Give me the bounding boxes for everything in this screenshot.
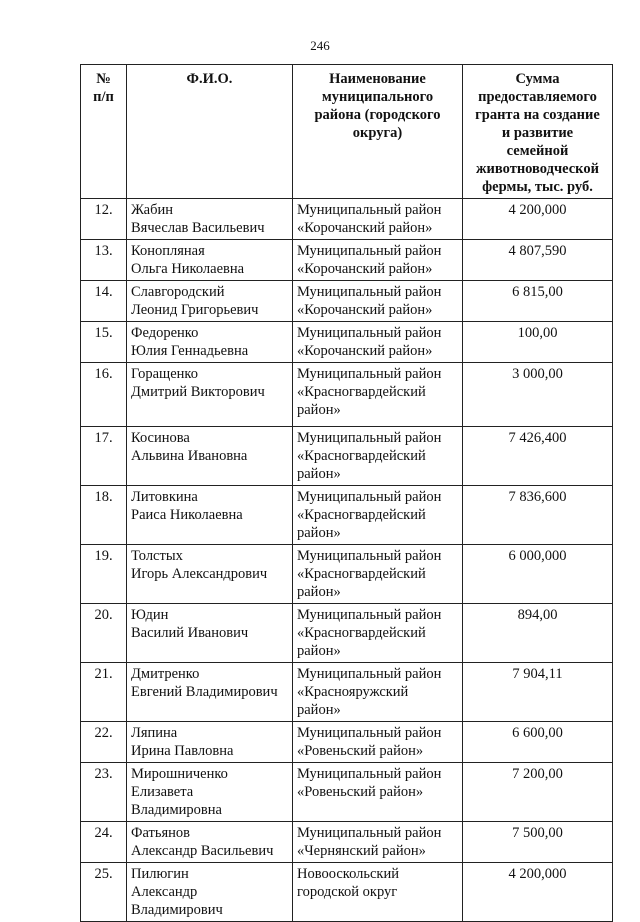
row-district: Муниципальный район «Корочанский район» <box>293 281 463 322</box>
table-row <box>81 863 613 922</box>
table-row <box>81 486 613 545</box>
row-amount: 7 426,400 <box>463 427 613 486</box>
row-number: 19. <box>81 545 127 604</box>
row-amount: 6 000,000 <box>463 545 613 604</box>
table-row <box>81 663 613 722</box>
row-amount: 7 836,600 <box>463 486 613 545</box>
row-number: 22. <box>81 722 127 763</box>
row-fio: Косинова Альвина Ивановна <box>127 427 293 486</box>
row-number: 14. <box>81 281 127 322</box>
header-row <box>81 65 613 199</box>
row-amount: 894,00 <box>463 604 613 663</box>
table-row <box>81 199 613 240</box>
row-district: Муниципальный район «Корочанский район» <box>293 199 463 240</box>
row-number: 20. <box>81 604 127 663</box>
row-district: Муниципальный район «Красногвардейский район» <box>293 545 463 604</box>
row-fio: Дмитренко Евгений Владимирович <box>127 663 293 722</box>
row-fio: Мирошниченко Елизавета Владимировна <box>127 763 293 822</box>
row-amount: 7 904,11 <box>463 663 613 722</box>
row-number: 21. <box>81 663 127 722</box>
table-row <box>81 604 613 663</box>
row-number: 25. <box>81 863 127 922</box>
page-number: 246 <box>310 38 330 53</box>
row-district: Муниципальный район «Корочанский район» <box>293 240 463 281</box>
table-row <box>81 427 613 486</box>
row-fio: Ляпина Ирина Павловна <box>127 722 293 763</box>
row-district: Муниципальный район «Красногвардейский район» <box>293 486 463 545</box>
grant-table <box>80 64 613 922</box>
row-amount: 6 600,00 <box>463 722 613 763</box>
row-district: Муниципальный район «Красногвардейский район» <box>293 363 463 427</box>
row-district: Муниципальный район «Ровеньский район» <box>293 722 463 763</box>
table-row <box>81 763 613 822</box>
row-number: 15. <box>81 322 127 363</box>
header-num: № п/п <box>81 65 127 199</box>
row-number: 18. <box>81 486 127 545</box>
row-fio: Жабин Вячеслав Васильевич <box>127 199 293 240</box>
row-fio: Толстых Игорь Александрович <box>127 545 293 604</box>
table-body <box>81 199 613 922</box>
row-fio: Литовкина Раиса Николаевна <box>127 486 293 545</box>
table-row <box>81 363 613 427</box>
row-amount: 6 815,00 <box>463 281 613 322</box>
table-row <box>81 722 613 763</box>
table-row <box>81 322 613 363</box>
table-row <box>81 545 613 604</box>
row-number: 12. <box>81 199 127 240</box>
header-amount: Сумма предоставляемого гранта на создание и развитие семейной животноводческой фермы, тыс. руб. <box>463 65 613 199</box>
row-number: 23. <box>81 763 127 822</box>
row-district: Муниципальный район «Краснояружский район» <box>293 663 463 722</box>
row-amount: 4 807,590 <box>463 240 613 281</box>
row-district: Муниципальный район «Красногвардейский район» <box>293 604 463 663</box>
table-row <box>81 240 613 281</box>
row-amount: 100,00 <box>463 322 613 363</box>
row-fio: Юдин Василий Иванович <box>127 604 293 663</box>
row-fio: Конопляная Ольга Николаевна <box>127 240 293 281</box>
row-fio: Фатьянов Александр Васильевич <box>127 822 293 863</box>
table-row <box>81 281 613 322</box>
row-number: 13. <box>81 240 127 281</box>
row-district: Муниципальный район «Ровеньский район» <box>293 763 463 822</box>
row-district: Муниципальный район «Чернянский район» <box>293 822 463 863</box>
row-amount: 4 200,000 <box>463 199 613 240</box>
row-fio: Горащенко Дмитрий Викторович <box>127 363 293 427</box>
row-district: Новооскольский городской округ <box>293 863 463 922</box>
row-number: 17. <box>81 427 127 486</box>
row-number: 16. <box>81 363 127 427</box>
header-district: Наименование муниципального района (городского округа) <box>293 65 463 199</box>
row-amount: 4 200,000 <box>463 863 613 922</box>
row-fio: Славгородский Леонид Григорьевич <box>127 281 293 322</box>
row-amount: 7 200,00 <box>463 763 613 822</box>
row-amount: 3 000,00 <box>463 363 613 427</box>
table-row <box>81 822 613 863</box>
row-district: Муниципальный район «Корочанский район» <box>293 322 463 363</box>
row-fio: Пилюгин Александр Владимирович <box>127 863 293 922</box>
row-number: 24. <box>81 822 127 863</box>
row-amount: 7 500,00 <box>463 822 613 863</box>
row-fio: Федоренко Юлия Геннадьевна <box>127 322 293 363</box>
header-fio: Ф.И.О. <box>127 65 293 199</box>
row-district: Муниципальный район «Красногвардейский район» <box>293 427 463 486</box>
